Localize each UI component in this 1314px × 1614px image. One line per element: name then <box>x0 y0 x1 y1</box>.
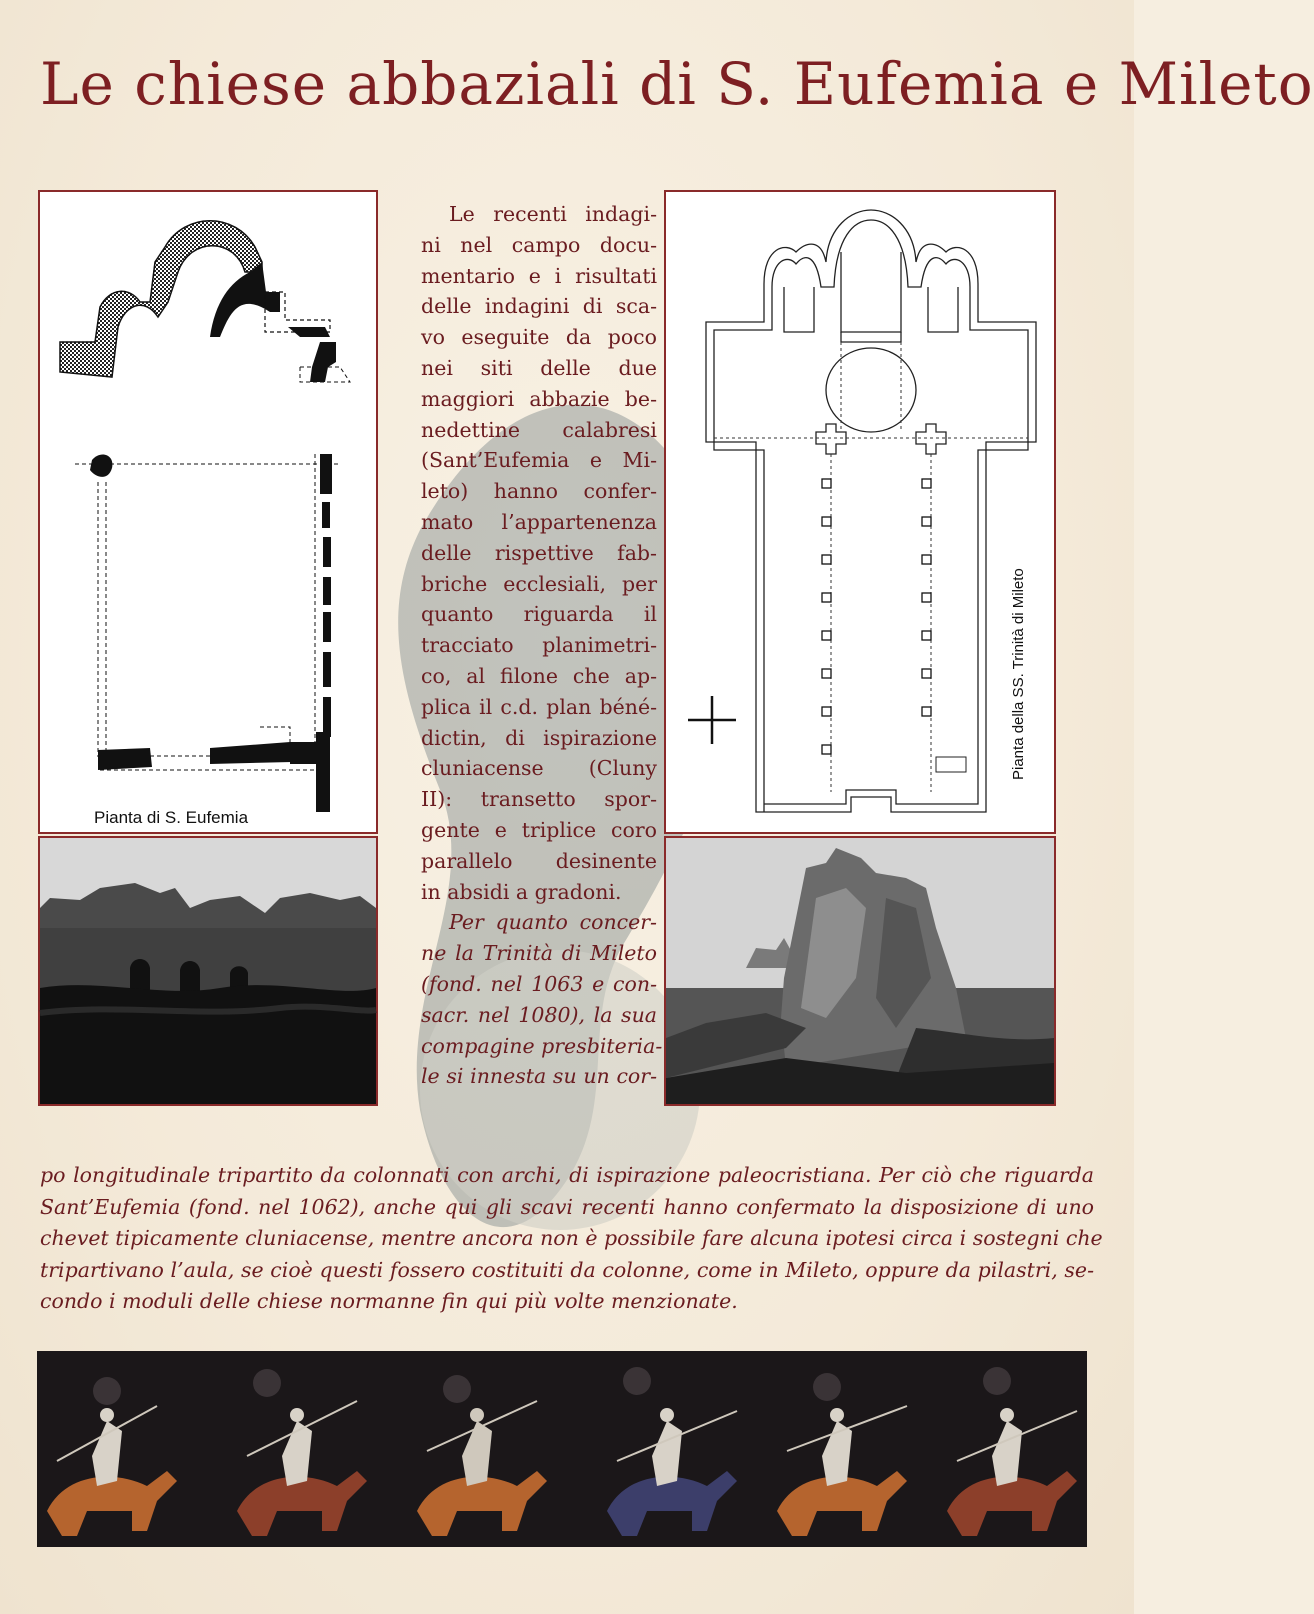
article-continuation <box>40 1160 1103 1318</box>
column-line: II): transetto spor- <box>421 787 657 812</box>
caption-left-plan: Pianta di S. Eufemia <box>94 808 249 827</box>
column-line: maggiori abbazie be- <box>421 386 657 411</box>
plan-sant-eufemia-drawing <box>40 192 376 832</box>
ruins-image <box>40 838 376 1104</box>
column-line: ne la Trinità di Mileto <box>421 941 657 966</box>
column-line: delle rispettive fab- <box>421 540 657 565</box>
column-line: tracciato planimetri- <box>421 633 657 658</box>
column-line: compagine presbiteria- <box>421 1033 663 1058</box>
column-line: ni nel campo docu- <box>421 232 657 257</box>
column-line: cluniacense (Cluny <box>421 756 657 781</box>
column-line: gente e triplice coro <box>421 817 657 842</box>
column-line: dictin, di ispirazione <box>421 725 657 750</box>
article-column <box>421 199 663 1092</box>
column-line: briche ecclesiali, per <box>421 571 657 596</box>
bayeux-tapestry-strip <box>37 1351 1087 1547</box>
column-line: plica il c.d. plan béné- <box>421 694 657 719</box>
page-title: Le chiese abbaziali di S. Eufemia e Mileto <box>40 50 1314 118</box>
column-line: Per quanto concer- <box>449 910 657 935</box>
column-line: co, al filone che ap- <box>421 663 657 688</box>
column-line: vo eseguite da poco <box>421 325 657 350</box>
column-line: mato l’appartenenza <box>421 509 657 534</box>
column-line: quanto riguarda il <box>421 602 657 627</box>
photo-mileto-ruins <box>664 836 1056 1106</box>
mileto-ruins-image <box>666 838 1054 1104</box>
column-line: nei siti delle due <box>421 355 657 380</box>
bottom-line: tripartivano l’aula, se cioè questi fossero costituiti da colonne, come in Mileto, oppure da pilastri, se- <box>40 1257 1094 1282</box>
tapestry-image <box>37 1351 1087 1547</box>
bottom-line: Sant’Eufemia (fond. nel 1062), anche qui gli scavi recenti hanno confermato la disposizione di uno <box>40 1194 1094 1219</box>
column-line: sacr. nel 1080), la sua <box>421 1002 657 1027</box>
column-line: delle indagini di sca- <box>421 294 657 319</box>
bottom-line: chevet tipicamente cluniacense, mentre ancora non è possibile fare alcuna ipotesi circa i sostegni che <box>40 1226 1103 1250</box>
column-line: (Sant’Eufemia e Mi- <box>421 448 657 473</box>
column-line: Le recenti indagi- <box>449 202 657 226</box>
caption-right-plan: Pianta della SS. Trinità di Mileto <box>1010 568 1027 780</box>
plan-sant-eufemia <box>38 190 378 834</box>
plan-trinita-mileto-drawing <box>666 192 1054 832</box>
photo-sant-eufemia-ruins <box>38 836 378 1106</box>
column-line: nedettine calabresi <box>421 417 657 442</box>
column-line: le si innesta su un cor- <box>421 1064 657 1089</box>
column-line: (fond. nel 1063 e con- <box>421 971 657 996</box>
column-line: parallelo desinente <box>421 848 657 873</box>
bottom-line: condo i moduli delle chiese normanne fin qui più volte menzionate. <box>40 1289 738 1313</box>
column-line: leto) hanno confer- <box>421 479 657 504</box>
bottom-line: po longitudinale tripartito da colonnati con archi, di ispirazione paleocristiana. Per ciò che riguarda <box>40 1163 1094 1187</box>
column-line: mentario e i risultati <box>421 263 657 288</box>
plan-trinita-mileto <box>664 190 1056 834</box>
column-line: in absidi a gradoni. <box>421 879 622 904</box>
